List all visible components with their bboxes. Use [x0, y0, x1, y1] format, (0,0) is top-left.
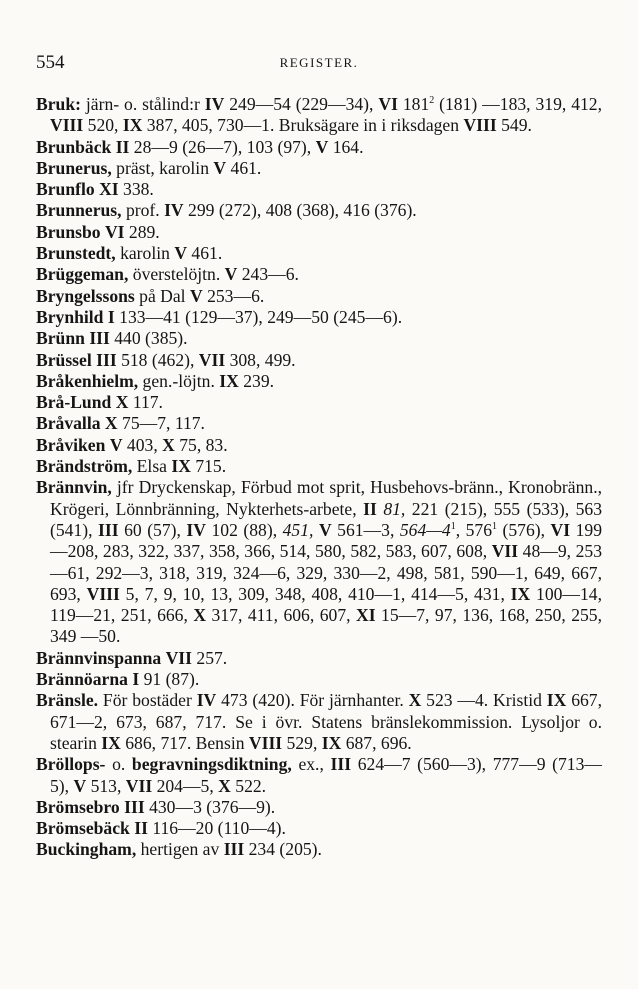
volume-numeral: II [363, 498, 377, 519]
volume-numeral: X [115, 392, 129, 413]
entry-heading: Bruk: [36, 94, 81, 114]
entry-heading: Brännvin, [36, 477, 112, 498]
entry-heading: Brynhild [36, 306, 104, 327]
volume-numeral: II [115, 136, 130, 157]
index-entry [36, 94, 602, 137]
index-entry [36, 350, 602, 371]
volume-numeral: V [318, 519, 332, 540]
entry-text: 715. [190, 456, 227, 477]
entry-text: (181) —183, 319, 412, [434, 94, 602, 114]
volume-numeral: IX [101, 732, 121, 753]
entry-heading: begravningsdiktning, [131, 754, 292, 775]
entry-heading: Brunstedt, [36, 243, 116, 264]
index-entry [36, 307, 602, 328]
volume-numeral: IV [164, 200, 184, 221]
entry-heading: Brändström, [36, 456, 133, 477]
entry-text: , 576 [455, 519, 493, 540]
entry-text: 686, 717. Bensin [120, 732, 249, 753]
running-header [36, 52, 602, 76]
running-title: REGISTER. [279, 55, 359, 70]
entry-heading: Brännöarna [36, 669, 128, 690]
volume-numeral: IX [546, 690, 567, 711]
entry-heading: Bråvalla [36, 413, 101, 434]
entry-heading: Bråkenhielm, [36, 370, 139, 391]
entry-text: karolin [115, 243, 175, 264]
index-entry [36, 264, 602, 285]
entry-text: 221 (215), 555 (533), 563 (541), [50, 498, 602, 540]
italic-page-ref: 451, [282, 519, 314, 540]
entry-text: 523 —4. Kristid [421, 690, 547, 711]
volume-numeral: V [224, 264, 238, 285]
index-entry [36, 200, 602, 221]
volume-numeral: X [218, 775, 231, 796]
volume-numeral: VII [125, 775, 153, 796]
page-number: 554 [36, 52, 65, 73]
entry-text: 100—14, 119—21, 251, 666, [50, 583, 603, 626]
index-entry [36, 818, 602, 839]
volume-numeral: IX [219, 370, 239, 391]
volume-numeral: III [223, 839, 245, 860]
volume-numeral: V [315, 136, 329, 157]
volume-numeral: II [134, 818, 148, 839]
entry-heading: Brå-Lund [36, 392, 112, 413]
volume-numeral: VII [198, 349, 226, 370]
entry-text: 289. [124, 221, 160, 242]
entry-text: 204—5, [152, 775, 219, 796]
entry-text: 199—208, 283, 322, 337, 358, 366, 514, 580, 582, 583, 607, 608, [50, 519, 603, 562]
index-entry [36, 690, 602, 754]
index-entry [36, 413, 602, 434]
entry-text: 133—41 (129—37), 249—50 (245—6). [114, 306, 403, 327]
entry-text: 522. [230, 775, 267, 796]
volume-numeral: VIII [50, 115, 84, 136]
index-entry [36, 137, 602, 158]
volume-numeral: V [189, 285, 203, 306]
volume-numeral: III [124, 796, 145, 817]
entry-text: 102 (88), [205, 519, 283, 540]
index-entry [36, 435, 602, 456]
entry-text: på Dal [134, 285, 190, 306]
volume-numeral: X [408, 690, 422, 711]
entry-text: 549. [496, 115, 532, 136]
index-entry [36, 392, 602, 413]
index-entry [36, 754, 602, 797]
superscript: 2 [429, 95, 435, 107]
index-entry [36, 477, 602, 647]
volume-numeral: VII [491, 541, 519, 562]
entry-text: 299 (272), 408 (368), 416 (376). [183, 200, 417, 221]
entry-text: hertigen av [136, 839, 224, 860]
entry-text: 181 [397, 94, 430, 114]
index-entry [36, 222, 602, 243]
entry-text: järn- o. stålind:r [80, 94, 205, 114]
entry-heading: Buckingham, [36, 839, 137, 860]
entry-text: 239. [238, 370, 275, 391]
volume-numeral: V [73, 775, 87, 796]
entry-heading: Bryngelssons [36, 285, 135, 306]
entry-text: För bostäder [98, 690, 197, 711]
entry-text: 440 (385). [109, 328, 188, 349]
index-entry [36, 158, 602, 179]
volume-numeral: IX [510, 583, 531, 604]
entry-text: 243—6. [237, 264, 299, 285]
entry-text: 667, 671—2, 673, 687, 717. Se i övr. Statens bränslekommission. Lysoljor o. stearin [50, 690, 602, 753]
volume-numeral: IV [196, 690, 217, 711]
entry-text: 253—6. [202, 285, 265, 306]
entry-text: 257. [192, 647, 228, 668]
entry-text: överstelöjtn. [128, 264, 225, 285]
volume-numeral: IV [204, 94, 225, 114]
index-entry [36, 456, 602, 477]
entry-text: ex., [291, 754, 331, 775]
entry-text: 403, [122, 434, 163, 455]
index-entry [36, 839, 602, 860]
superscript: 1 [450, 521, 456, 533]
entry-text: 624—7 (560—3), 777—9 (713—5), [50, 754, 602, 796]
volume-numeral: X [104, 413, 118, 434]
volume-numeral: IX [122, 115, 143, 136]
index-entry [36, 371, 602, 392]
volume-numeral: V [109, 434, 123, 455]
volume-numeral: I [132, 669, 140, 690]
entry-heading: Brüssel [36, 349, 92, 370]
entry-text: gen.-löjtn. [138, 370, 220, 391]
entry-text: 520, [83, 115, 123, 136]
entry-text: 116—20 (110—4). [147, 818, 286, 839]
entry-heading: Brunbäck [36, 136, 112, 157]
entry-text: 91 (87). [139, 669, 200, 690]
entry-text: 317, 411, 606, 607, [206, 605, 356, 626]
entry-heading: Bråviken [36, 434, 106, 455]
superscript: 1 [492, 521, 498, 533]
entry-heading: Brunerus, [36, 157, 112, 178]
entry-heading: Brunflo [36, 179, 95, 200]
entry-heading: Bröllops- [36, 754, 106, 775]
entry-text: 338. [118, 179, 154, 200]
volume-numeral: IV [186, 519, 206, 540]
entry-heading: Brünn [36, 328, 85, 349]
italic-page-ref: 564—4 [399, 519, 451, 540]
volume-numeral: I [107, 306, 115, 327]
entry-text: 308, 499. [225, 349, 296, 370]
volume-numeral: VII [165, 647, 192, 668]
volume-numeral: XI [99, 179, 119, 200]
entry-text: 461. [187, 243, 223, 264]
entry-heading: Brunnerus, [36, 200, 122, 221]
volume-numeral: VIII [463, 115, 497, 136]
volume-numeral: V [174, 243, 188, 264]
volume-numeral: III [330, 754, 352, 775]
index-entry [36, 648, 602, 669]
volume-numeral: X [162, 434, 175, 455]
entry-text: 5, 7, 9, 10, 13, 309, 348, 408, 410—1, 414—5, 431, [119, 583, 511, 604]
entry-text: 15—7, 97, 136, 168, 250, 255, 349 —50. [50, 605, 602, 647]
index-entry [36, 243, 602, 264]
entry-text: 529, [282, 732, 322, 753]
entry-text: 518 (462), [116, 349, 199, 370]
entry-text: 687, 696. [341, 732, 412, 753]
volume-numeral: IX [321, 732, 342, 753]
entry-heading: Brännvinspanna [36, 647, 162, 668]
entry-text: 75—7, 117. [117, 413, 205, 434]
volume-numeral: XI [356, 605, 376, 626]
entry-text: 75, 83. [174, 434, 228, 455]
entry-heading: Brüggeman, [36, 264, 129, 285]
entry-text: 249—54 (229—34), [224, 94, 379, 114]
italic-page-ref: 81, [383, 498, 406, 519]
entry-text: 561—3, [331, 519, 400, 540]
volume-numeral: VIII [248, 732, 283, 753]
entry-heading: Brunsbo [36, 221, 101, 242]
index-entry [36, 286, 602, 307]
volume-numeral: VI [378, 94, 398, 114]
volume-numeral: V [213, 157, 227, 178]
entry-text: 234 (205). [244, 839, 322, 860]
index-entry [36, 179, 602, 200]
index-entry [36, 797, 602, 818]
entry-text: präst, karolin [111, 157, 214, 178]
entry-heading: Brömsebro [36, 796, 120, 817]
volume-numeral: VI [550, 519, 571, 540]
volume-numeral: X [193, 605, 207, 626]
index-entries [36, 94, 602, 861]
entry-heading: Brömsebäck [36, 818, 130, 839]
index-entry [36, 328, 602, 349]
volume-numeral: III [98, 519, 119, 540]
entry-text: 48—9, 253—61, 292—3, 318, 319, 324—6, 329, 330—2, 498, 581, 590—1, 649, 667, 693, [50, 541, 603, 604]
volume-numeral: III [89, 328, 110, 349]
entry-text: 513, [86, 775, 126, 796]
volume-numeral: VIII [86, 583, 120, 604]
volume-numeral: III [96, 349, 117, 370]
entry-text: (576), [497, 519, 551, 540]
entry-text: jfr Dryckenskap, Förbud mot sprit, Husbehovs-bränn., Kronobränn., Krögeri, Lönnbränning, Nykterhets-arbete, [50, 477, 602, 519]
entry-text: 430—3 (376—9). [144, 796, 276, 817]
entry-text: Elsa [132, 456, 172, 477]
entry-text: 60 (57), [118, 519, 187, 540]
entry-heading: Bränsle. [36, 690, 99, 711]
entry-text: 473 (420). För järnhanter. [216, 690, 409, 711]
volume-numeral: VI [104, 221, 125, 242]
volume-numeral: IX [171, 456, 191, 477]
entry-text: 117. [128, 392, 163, 413]
entry-text: prof. [121, 200, 165, 221]
entry-text: 461. [226, 157, 262, 178]
entry-text: o. [105, 754, 132, 775]
index-entry [36, 669, 602, 690]
entry-text: 28—9 (26—7), 103 (97), [129, 136, 316, 157]
entry-text: 387, 405, 730—1. Bruksägare in i riksdagen [142, 115, 464, 136]
entry-text: 164. [328, 136, 364, 157]
